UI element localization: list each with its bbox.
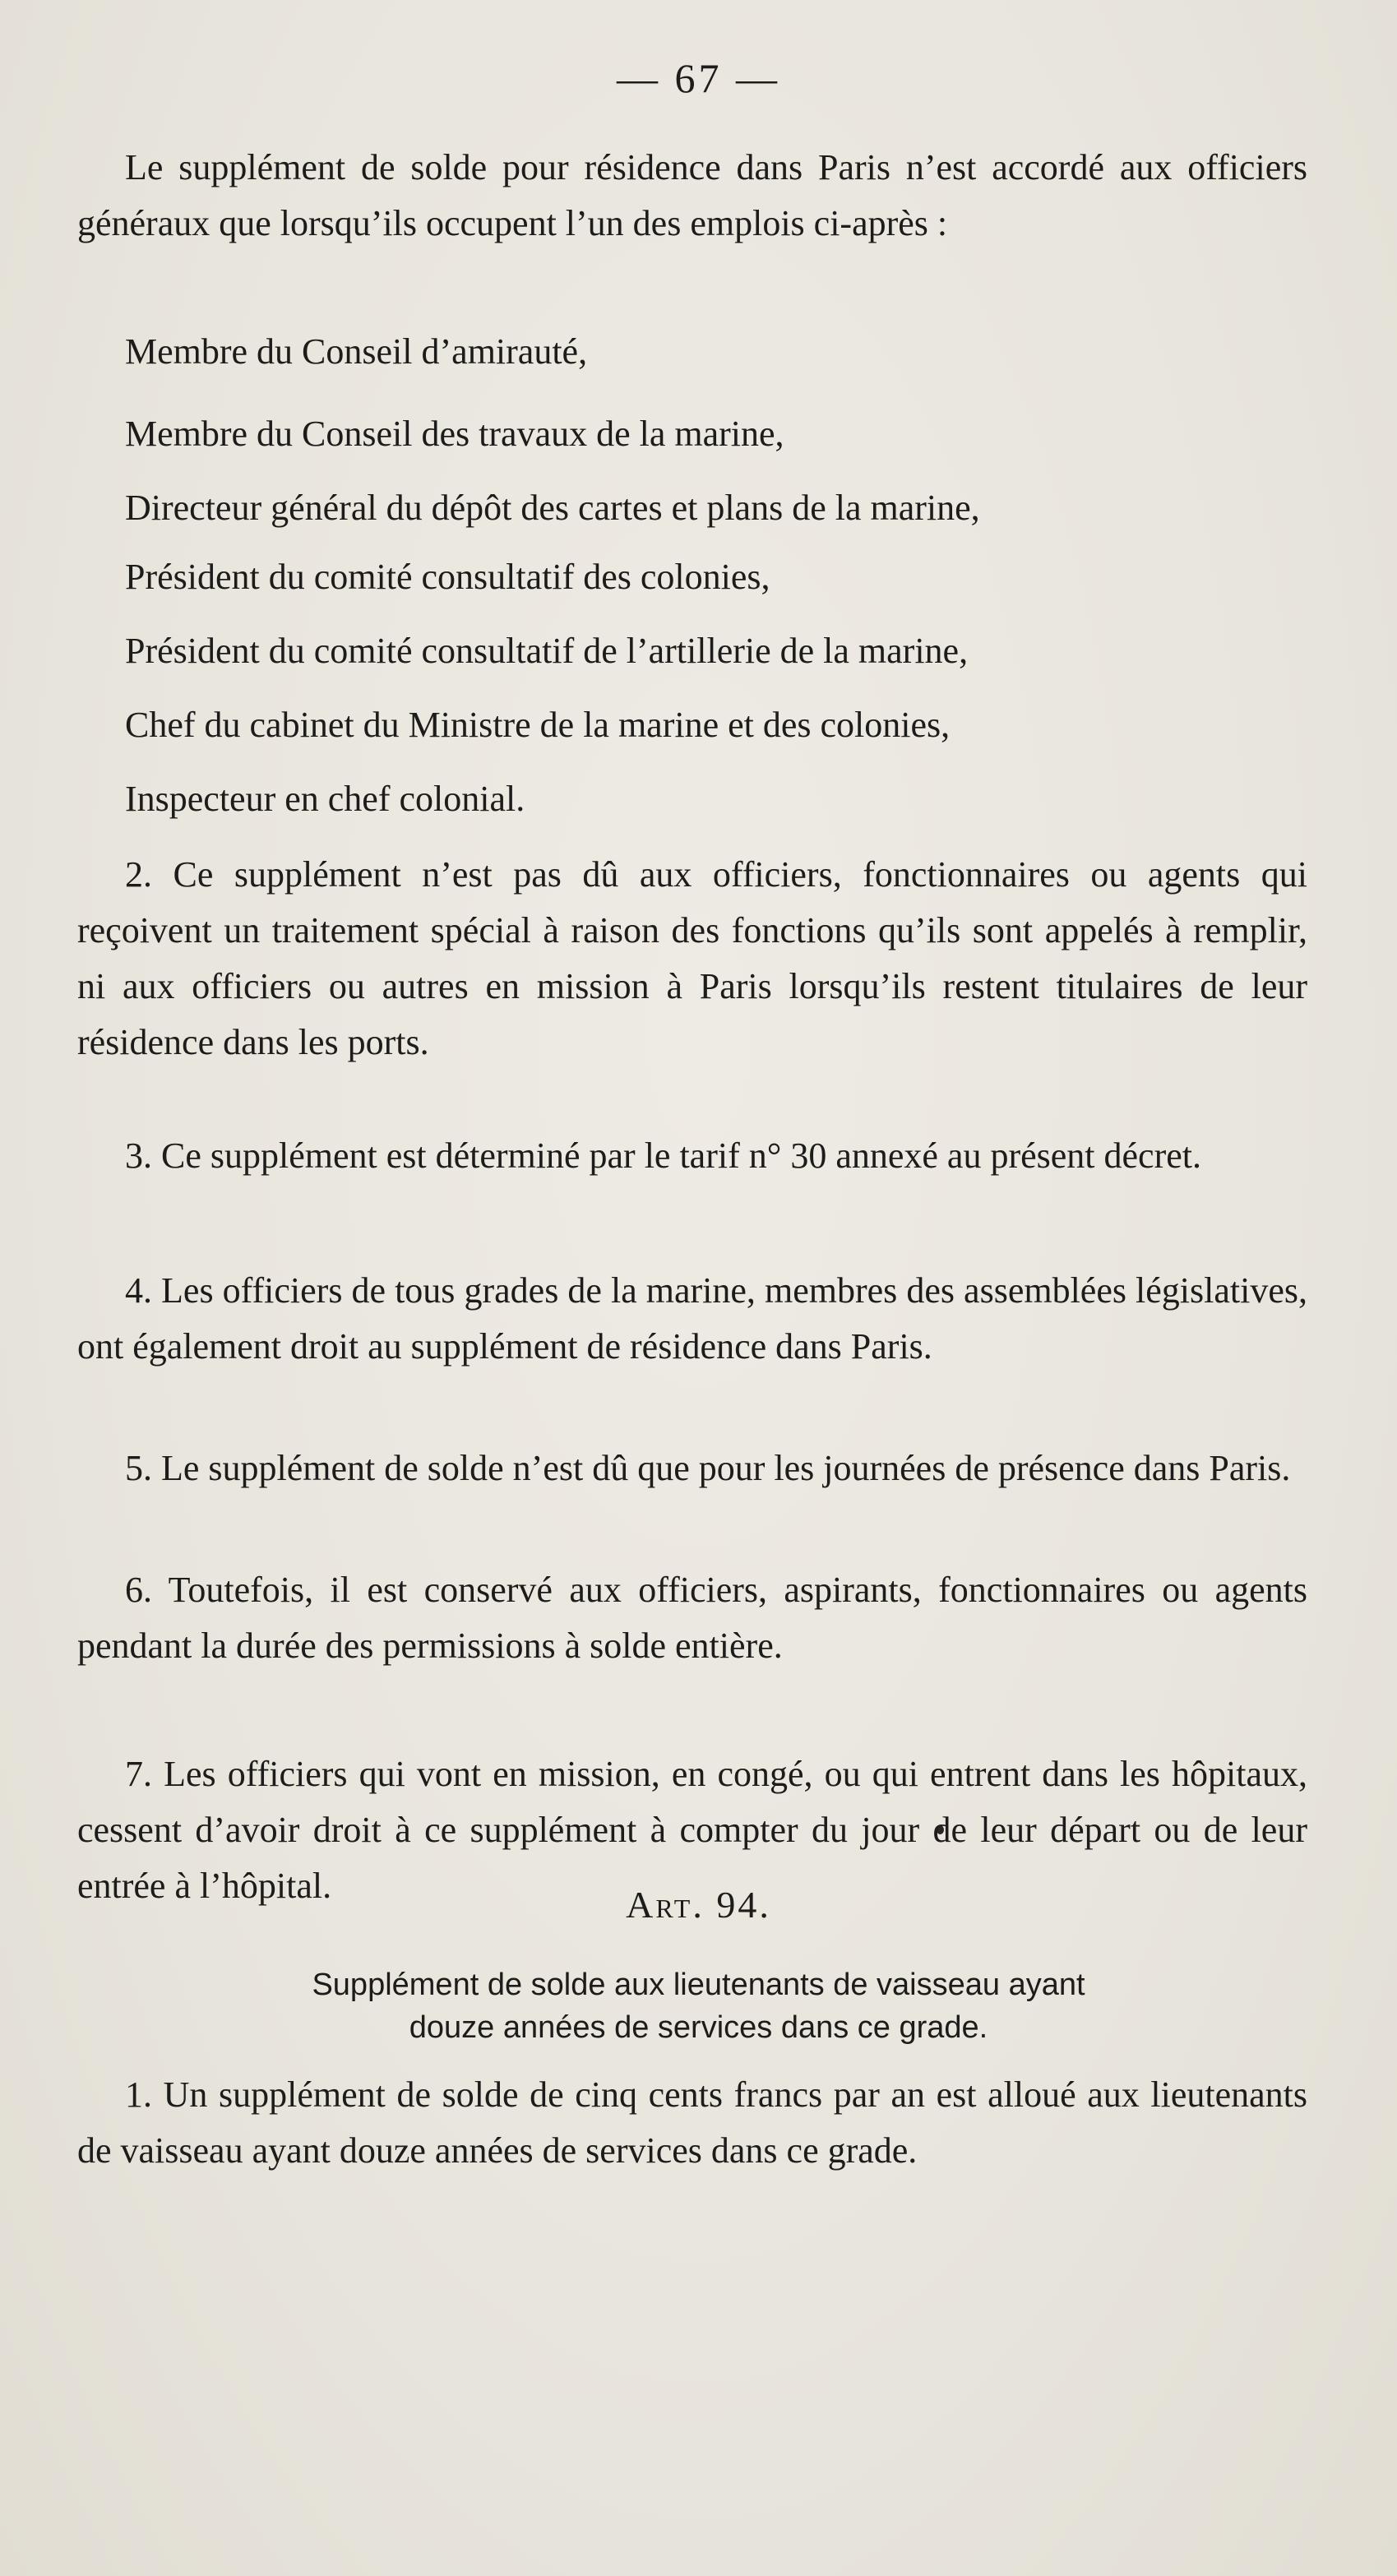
paragraph-7: 7. Les officiers qui vont en mission, en congé, ou qui entrent dans les hôpitaux, cessent d’avoir droit à ce supplément à compter du jour de leur départ ou de leur entrée à l’hôpital. <box>77 1754 1307 1906</box>
paragraph-5: 5. Le supplément de solde n’est dû que pour les journées de présence dans Paris. <box>125 1448 1291 1488</box>
paragraph-2: 2. Ce supplément n’est pas dû aux officiers, fonctionnaires ou agents qui reçoivent un traitement spécial à raison des fonctions qu’ils sont appelés à remplir, ni aux officiers ou autres en mission à Paris lorsqu’ils restent titulaires de leur résidence dans les ports. <box>77 854 1307 1062</box>
paragraph-3: 3. Ce supplément est déterminé par le tarif n° 30 annexé au présent décret. <box>125 1135 1201 1176</box>
article-subtitle-line-1: Supplément de solde aux lieutenants de vaisseau ayant <box>312 1968 1085 2002</box>
page-number: — 67 — <box>617 55 780 101</box>
article-94-paragraph-1: 1. Un supplément de solde de cinq cents francs par an est alloué aux lieutenants de vaisseau ayant douze années de services dans ce grade. <box>77 2074 1307 2171</box>
emploi-item: Inspecteur en chef colonial. <box>125 779 525 819</box>
emploi-item: Membre du Conseil d’amirauté, <box>125 331 588 372</box>
article-heading: Art. 94. <box>626 1884 771 1926</box>
article-subtitle-line-2: douze années de services dans ce grade. <box>409 2010 988 2045</box>
emploi-item: Président du comité consultatif des colonies, <box>125 557 770 597</box>
emploi-item: Chef du cabinet du Ministre de la marine et des colonies, <box>125 705 951 745</box>
article-subtitle <box>0 1963 1397 2049</box>
emploi-item: Membre du Conseil des travaux de la marine, <box>125 414 784 454</box>
emploi-item: Président du comité consultatif de l’artillerie de la marine, <box>125 631 969 671</box>
paragraph-6: 6. Toutefois, il est conservé aux officiers, aspirants, fonctionnaires ou agents pendant la durée des permissions à solde entière. <box>77 1570 1307 1666</box>
intro-paragraph: Le supplément de solde pour résidence dans Paris n’est accordé aux officiers généraux que lorsqu’ils occupent l’un des emplois ci-après : <box>77 147 1307 243</box>
paragraph-4: 4. Les officiers de tous grades de la marine, membres des assemblées législatives, ont également droit au supplément de résidence dans Paris. <box>77 1270 1307 1367</box>
emploi-item: Directeur général du dépôt des cartes et plans de la marine, <box>125 488 980 528</box>
